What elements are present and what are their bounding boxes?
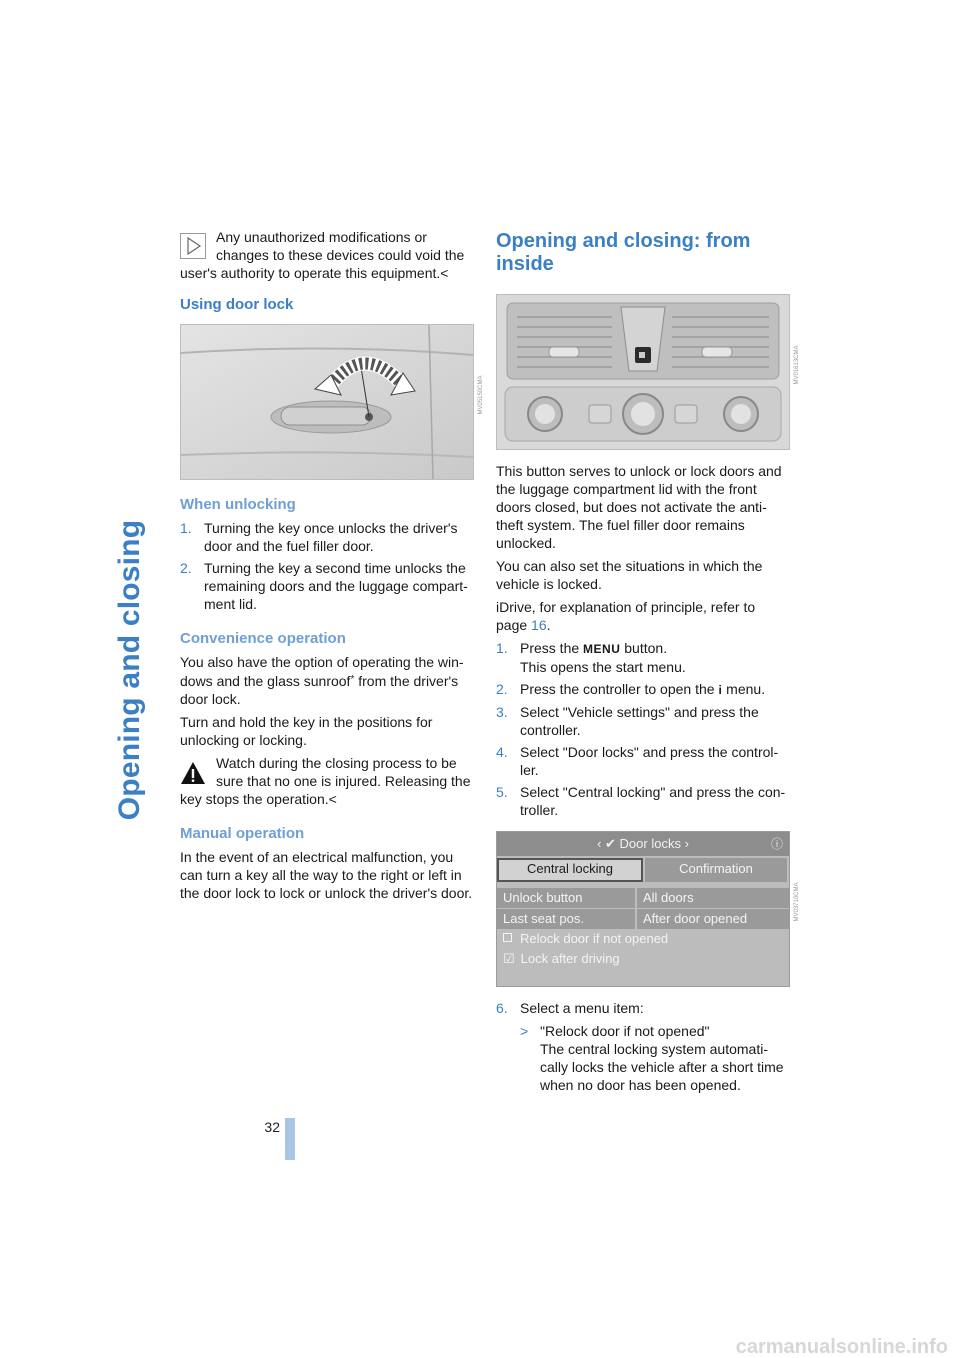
list-item: 4. Select "Door locks" and press the control-ler.: [496, 744, 779, 778]
lock-after-driving-row[interactable]: ☑ Lock after driving: [503, 951, 620, 966]
heading-when-unlocking: When unlocking: [180, 496, 296, 513]
unlock-button-option[interactable]: Unlock button: [497, 888, 635, 908]
info-icon: ⓘ: [770, 837, 783, 851]
check-car-icon: ✔: [605, 836, 620, 851]
list-item: 3. Select "Vehicle settings" and press the controller.: [496, 704, 759, 738]
menu-item-sublist: [496, 1022, 790, 1094]
warning-note: [180, 754, 474, 808]
side-section-title-text: Opening and closing: [113, 519, 146, 821]
relock-checkbox-row[interactable]: Relock door if not opened: [497, 929, 789, 949]
idrive-row-unlock: [497, 888, 789, 908]
all-doors-option[interactable]: All doors: [637, 888, 789, 908]
idrive-title-bar: [497, 832, 789, 856]
heading-manual-operation: Manual operation: [180, 825, 305, 842]
heading-convenience-operation: Convenience operation: [180, 630, 346, 647]
figure-code: MV01613CMA: [794, 345, 800, 385]
door-lock-figure: [180, 324, 484, 480]
figure-code: MV05150CMA: [478, 375, 484, 415]
heading-using-door-lock: Using door lock: [180, 296, 294, 313]
figure-code: MV03710CMA: [794, 882, 800, 922]
turn-hold-paragraph: Turn and hold the key in the positions for unlocking or locking.: [180, 714, 433, 748]
central-lock-button-figure: [496, 294, 800, 450]
button-description: This button serves to unlock or lock doors and the luggage compartment lid with the front doors closed, but does not activate the anti-theft system. The fuel filler door remains unlocked.: [496, 463, 782, 551]
note-text: Any unauthorized modifications or changes to these devices could void the user's authority to operate this equipment.<: [180, 229, 465, 281]
list-item: 1. Turning the key once unlocks the driver's door and the fuel filler door.: [180, 520, 458, 554]
idrive-row-seat: [497, 909, 789, 929]
tab-central-locking[interactable]: Central locking: [497, 858, 643, 882]
unlock-steps: [180, 519, 474, 613]
situations-paragraph: You can also set the situations in which the vehicle is locked.: [496, 558, 763, 592]
list-item: 2. Turning the key a second time unlocks the remaining doors and the luggage compart-ment lid.: [180, 560, 468, 612]
optional-equipment-star: *: [350, 674, 355, 685]
chevron-right-icon: ›: [684, 836, 689, 851]
idrive-tabs: [497, 858, 789, 882]
idrive-reference: iDrive, for explanation of principle, refer to page 16.: [496, 599, 756, 633]
list-item: > "Relock door if not opened" The central locking system automati-cally locks the vehicle after a short time when no door has been opened.: [520, 1023, 784, 1093]
list-item: 5. Select "Central locking" and press the con-troller.: [496, 784, 786, 818]
list-item: 2. Press the controller to open the i menu.: [496, 681, 766, 697]
watermark: carmanualsonline.info: [735, 1336, 948, 1358]
side-section-title: [100, 230, 160, 1110]
dashboard-illustration: [497, 295, 789, 449]
select-item-step: [496, 999, 790, 1017]
modification-note: [180, 228, 474, 282]
idrive-steps: [496, 639, 790, 819]
list-item: 6. Select a menu item:: [496, 1000, 644, 1016]
after-door-opened-option[interactable]: After door opened: [637, 909, 789, 929]
idrive-door-locks-screen: [496, 831, 800, 987]
right-column: [496, 228, 800, 1094]
chevron-left-icon: ‹: [597, 836, 606, 851]
door-handle-illustration: [181, 325, 473, 479]
warning-text: Watch during the closing process to be sure that no one is injured. Releasing the key stops the operation.<: [180, 755, 471, 807]
checkbox-icon: [503, 933, 512, 942]
manual-paragraph: In the event of an electrical malfunction, you can turn a key all the way to the right or left in the door lock to lock or unlock the driver's door.: [180, 849, 473, 901]
list-item: 1. Press the MENU button. This opens the start menu.: [496, 640, 686, 675]
checked-box-icon: ☑: [503, 951, 515, 966]
page-link[interactable]: 16: [531, 617, 547, 633]
note-triangle-icon: [180, 233, 206, 259]
idrive-title: Door locks: [619, 836, 681, 851]
convenience-paragraph: You also have the option of operating the win-dows and the glass sunroof* from the driver's door lock.: [180, 654, 464, 707]
warning-triangle-icon: [180, 760, 206, 786]
menu-button-glyph: MENU: [583, 642, 621, 656]
last-seat-pos-option[interactable]: Last seat pos.: [497, 909, 635, 929]
heading-opening-closing-inside: Opening and closing: from inside: [496, 230, 751, 275]
tab-confirmation[interactable]: Confirmation: [645, 858, 787, 882]
info-menu-icon: i: [718, 683, 723, 697]
left-column: [180, 228, 484, 907]
page-number: 32: [264, 1119, 280, 1135]
page-marker-bar: [285, 1118, 295, 1160]
